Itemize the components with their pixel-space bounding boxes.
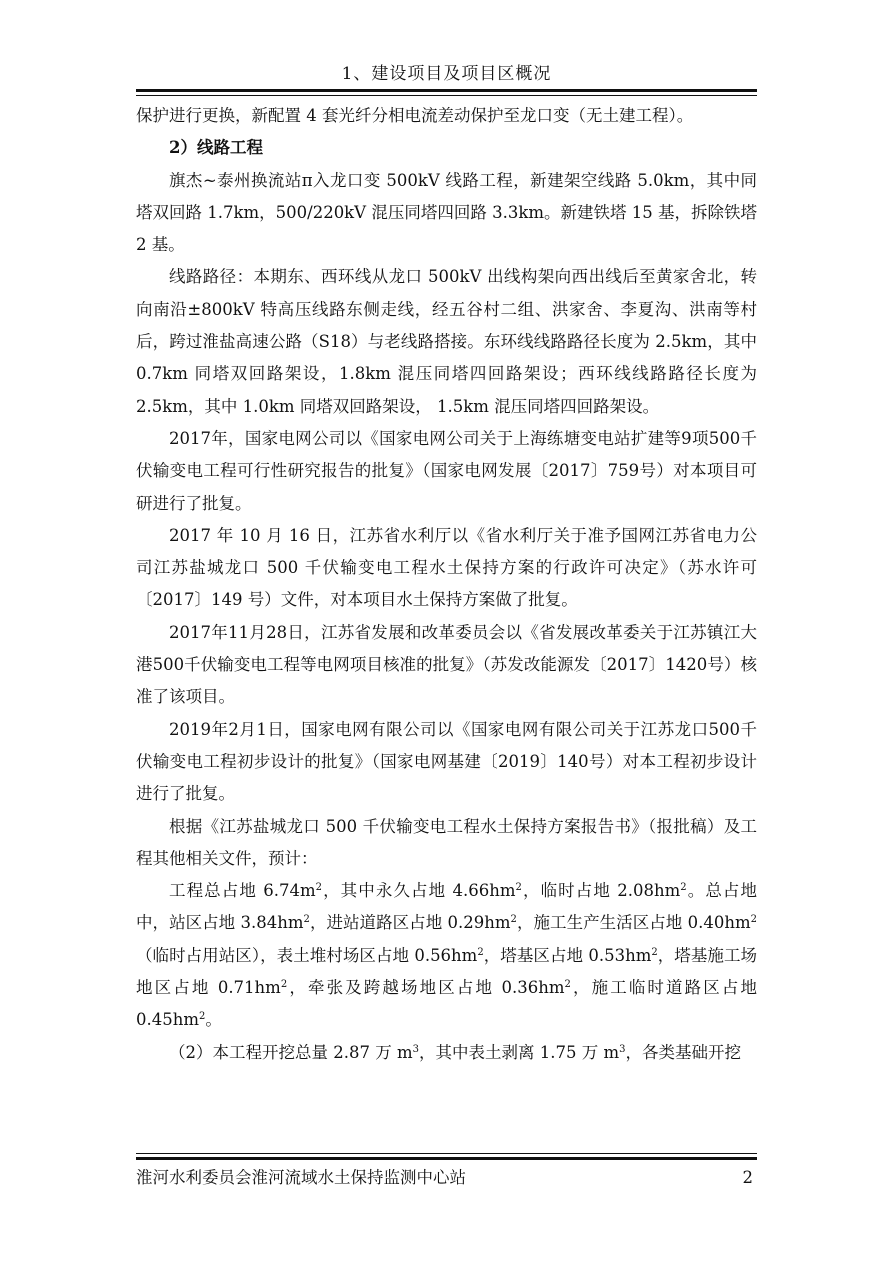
text-run: 。 bbox=[205, 1010, 222, 1030]
footer-organization: 淮河水利委员会淮河流域水土保持监测中心站 bbox=[136, 1168, 466, 1187]
footer-rule-thick bbox=[136, 1157, 757, 1160]
paragraph: 2019年2月1日，国家电网有限公司以《国家电网有限公司关于江苏龙口500千伏输变电工程初步设计的批复》（国家电网基建〔2019〕140号）对本工程初步设计进行了批复。 bbox=[136, 719, 757, 804]
superscript: 2 bbox=[510, 914, 517, 926]
text-run: ，牵张及跨越场地区占地 0.36hm bbox=[287, 978, 565, 998]
superscript: 3 bbox=[619, 1043, 626, 1055]
superscript: 3 bbox=[412, 1043, 419, 1055]
text-run: ，塔基施工场地区占地 0.71hm bbox=[136, 945, 757, 998]
footer-rule-thin bbox=[136, 1153, 757, 1154]
superscript: 2 bbox=[303, 914, 310, 926]
paragraph: 2017 年 10 月 16 日，江苏省水利厅以《省水利厅关于准予国网江苏省电力公司江苏盐城龙口 500 千伏输变电工程水土保持方案的行政许可决定》（苏水许可〔2017〕149 号）文件，对本项目水土保持方案做了批复。 bbox=[136, 525, 757, 610]
paragraph: 2017年11月28日，江苏省发展和改革委员会以《省发展改革委关于江苏镇江大港500千伏输变电工程等电网项目核准的批复》（苏发改能源发〔2017〕1420号）核准了该项目。 bbox=[136, 622, 757, 707]
superscript: 2 bbox=[651, 946, 658, 958]
paragraph: 线路路径：本期东、西环线从龙口 500kV 出线构架向西出线后至黄家舍北，转向南沿±800kV 特高压线路东侧走线，经五谷村二组、洪家舍、李夏沟、洪南等村后，跨过淮盐高速公路（S18）与老线路搭接。东环线线路路径长度为 2.5km，其中 0.7km 同塔双回路架设，1.8km 混压同塔四回路架设；西环线线路路径长度为 2.5km，其中 1.0km 同塔双回路架设， 1.5km 混压同塔四回路架设。 bbox=[136, 267, 757, 416]
text-run: ，进站道路区占地 0.29hm bbox=[309, 913, 511, 933]
superscript: 2 bbox=[515, 882, 522, 894]
text-run: 工程总占地 6.74m bbox=[169, 881, 316, 901]
body-text bbox=[136, 100, 757, 1069]
text-run: ，塔基区占地 0.53hm bbox=[483, 945, 652, 965]
superscript: 2 bbox=[680, 882, 687, 894]
superscript: 2 bbox=[280, 979, 288, 991]
text-run: ，施工临时道路区占地 0.45hm bbox=[136, 978, 758, 1030]
superscript: 2 bbox=[477, 946, 484, 958]
header-rule-thin bbox=[136, 95, 757, 96]
running-footer bbox=[136, 1164, 757, 1192]
text-run: 。总占地中，站区占地 3.84hm bbox=[136, 881, 757, 933]
running-header: 1、建设项目及项目区概况 bbox=[341, 64, 552, 84]
superscript: 2 bbox=[750, 914, 757, 926]
paragraph: 根据《江苏盐城龙口 500 千伏输变电工程水土保持方案报告书》（报批稿）及工程其他相关文件，预计： bbox=[136, 816, 757, 868]
superscript: 2 bbox=[564, 979, 571, 991]
text-run: ，其中永久占地 4.66hm bbox=[322, 881, 516, 901]
paragraph: 保护进行更换，新配置 4 套光纤分相电流差动保护至龙口变（无土建工程）。 bbox=[136, 106, 694, 125]
text-run: ，其中表土剥离 1.75 万 m bbox=[419, 1042, 620, 1062]
superscript: 2 bbox=[315, 882, 323, 894]
text-run: （2）本工程开挖总量 2.87 万 m bbox=[169, 1042, 413, 1062]
paragraph: 旗杰~泰州换流站π入龙口变 500kV 线路工程，新建架空线路 5.0km，其中同塔双回路 1.7km，500/220kV 混压同塔四回路 3.3km。新建铁塔 15 基，拆除铁塔 2 基。 bbox=[136, 170, 757, 255]
paragraph: 2017年，国家电网公司以《国家电网公司关于上海练塘变电站扩建等9项500千伏输变电工程可行性研究报告的批复》（国家电网发展〔2017〕759号）对本项目可研进行了批复。 bbox=[136, 428, 757, 513]
text-run: ，施工生产生活区占地 0.40hm bbox=[516, 913, 751, 933]
header-rule-thick bbox=[136, 89, 757, 92]
paragraph-excavation bbox=[136, 1037, 757, 1069]
text-run: ，临时占地 2.08hm bbox=[521, 881, 681, 901]
page-number: 2 bbox=[742, 1168, 753, 1187]
text-run: （临时占用站区），表土堆村场区占地 0.56hm bbox=[136, 945, 478, 965]
section-heading: 2）线路工程 bbox=[169, 138, 263, 158]
text-run: ，各类基础开挖 bbox=[625, 1042, 741, 1062]
superscript: 2 bbox=[199, 1011, 206, 1023]
paragraph-land-area bbox=[136, 875, 757, 1036]
